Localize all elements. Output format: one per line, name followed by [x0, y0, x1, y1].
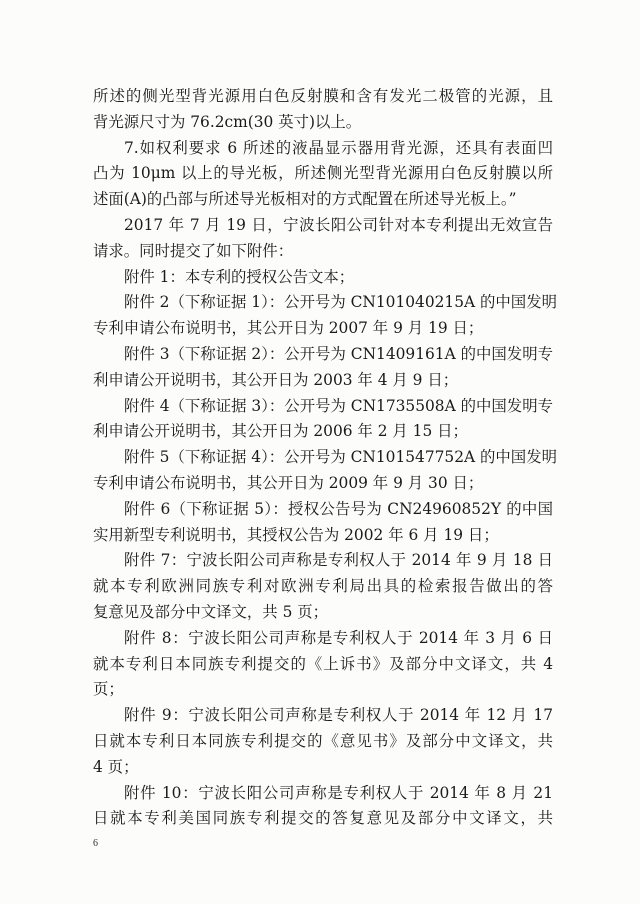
text-line: 附件 2（下称证据 1）：公开号为 CN101040215A 的中国发明 — [124, 293, 557, 312]
text-line: 请求。同时提交了如下附件： — [93, 241, 294, 260]
text-line: 专利申请公布说明书，其公开日为 2007 年 9 月 19 日； — [93, 319, 484, 338]
text-line: 凸为 10μm 以上的导光板，所述侧光型背光源用白色反射膜以所 — [93, 164, 553, 183]
text-line: 附件 5（下称证据 4）：公开号为 CN101547752A 的中国发明 — [124, 448, 557, 467]
text-line: 附件 7：宁波长阳公司声称是专利权人于 2014 年 9 月 18 日 — [124, 551, 553, 570]
text-line: 页； — [93, 680, 124, 699]
text-line: 述面(A)的凸部与所述导光板相对的方式配置在所述导光板上。” — [93, 190, 517, 209]
text-line: 复意见及部分中文译文，共 5 页； — [93, 602, 329, 621]
text-line: 附件 6（下称证据 5）：授权公告号为 CN24960852Y 的中国 — [124, 499, 553, 518]
text-line: 利申请公开说明书，其公开日为 2003 年 4 月 9 日； — [93, 370, 459, 389]
text-line: 就本专利日本同族专利提交的《上诉书》及部分中文译文，共 4 — [93, 654, 553, 673]
document-body — [93, 84, 557, 832]
text-line: 附件 8：宁波长阳公司声称是专利权人于 2014 年 3 月 6 日 — [124, 628, 553, 647]
text-line: 日就本专利美国同族专利提交的答复意见及部分中文译文，共 — [93, 809, 553, 828]
text-line: 附件 4（下称证据 3）：公开号为 CN1735508A 的中国发明专 — [124, 396, 553, 415]
text-line: 所述的侧光型背光源用白色反射膜和含有发光二极管的光源，且 — [93, 87, 553, 105]
text-line: 实用新型专利说明书，其授权公告为 2002 年 6 月 19 日； — [93, 525, 499, 544]
text-line: 就本专利欧洲同族专利对欧洲专利局出具的检索报告做出的答 — [93, 577, 553, 596]
page-number: 6 — [93, 838, 98, 849]
text-line: 附件 10：宁波长阳公司声称是专利权人于 2014 年 8 月 21 — [124, 783, 553, 802]
text-line: 2017 年 7 月 19 日，宁波长阳公司针对本专利提出无效宣告 — [124, 215, 553, 234]
text-line: 日就本专利日本同族专利提交的《意见书》及部分中文译文，共 — [93, 731, 553, 750]
text-line: 附件 3（下称证据 2）：公开号为 CN1409161A 的中国发明专 — [124, 344, 553, 363]
text-line: 附件 1：本专利的授权公告文本； — [124, 267, 355, 286]
text-line: 专利申请公布说明书，其公开日为 2009 年 9 月 30 日； — [93, 473, 484, 492]
text-line: 7.如权利要求 6 所述的液晶显示器用背光源，还具有表面凹 — [124, 138, 553, 157]
text-line: 利申请公开说明书，其公开日为 2006 年 2 月 15 日； — [93, 422, 468, 441]
text-line: 4 页； — [93, 757, 139, 776]
text-line: 附件 9：宁波长阳公司声称是专利权人于 2014 年 12 月 17 — [124, 706, 553, 725]
text-line: 背光源尺寸为 76.2cm(30 英寸)以上。 — [93, 112, 362, 131]
